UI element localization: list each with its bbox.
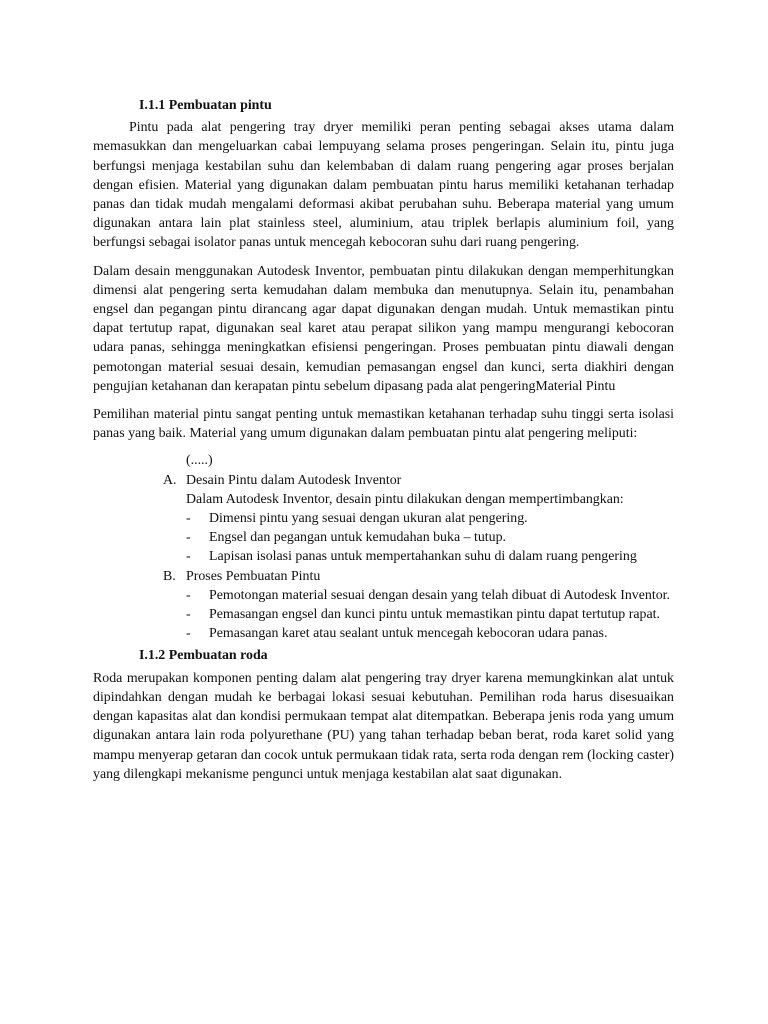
list-item xyxy=(186,547,674,566)
list-item-b xyxy=(163,567,674,644)
dash-marker: - xyxy=(186,511,191,527)
paragraph-material-pintu: Pemilihan material pintu sangat penting untuk memastikan ketahanan terhadap suhu tinggi serta isolasi panas yang baik. Material yang umum digunakan dalam pembuatan pintu alat pengering meliputi: xyxy=(93,407,674,442)
list-intro-a: Dalam Autodesk Inventor, desain pintu dilakukan dengan mempertimbangkan: xyxy=(186,491,624,507)
bullet-list-a xyxy=(186,509,674,567)
dash-marker: - xyxy=(186,607,191,623)
bullet-text: Lapisan isolasi panas untuk mempertahankan suhu di dalam ruang pengering xyxy=(209,549,637,565)
list-title-b: Proses Pembuatan Pintu xyxy=(186,568,321,584)
bullet-text: Pemasangan engsel dan kunci pintu untuk memastikan pintu dapat tertutup rapat. xyxy=(209,607,660,623)
list-body-b xyxy=(186,567,674,644)
bullet-text: Dimensi pintu yang sesuai dengan ukuran alat pengering. xyxy=(209,511,528,527)
list-item xyxy=(186,605,674,624)
list-marker-a: A. xyxy=(163,472,177,488)
dash-marker: - xyxy=(186,626,191,642)
ellipsis-placeholder: (.....) xyxy=(186,453,213,469)
list-marker-b: B. xyxy=(163,568,176,584)
list-item xyxy=(186,528,674,547)
section-heading-roda: I.1.2 Pembuatan roda xyxy=(139,648,268,664)
list-title-a: Desain Pintu dalam Autodesk Inventor xyxy=(186,472,402,488)
section-heading-pintu: I.1.1 Pembuatan pintu xyxy=(139,98,272,113)
list-item xyxy=(186,586,674,605)
dash-marker: - xyxy=(186,530,191,546)
document-content xyxy=(93,96,674,784)
list-item xyxy=(186,509,674,528)
list-item xyxy=(186,624,674,643)
list-body-a xyxy=(186,471,674,567)
dash-marker: - xyxy=(186,549,191,565)
dash-marker: - xyxy=(186,587,191,603)
bullet-text: Pemotongan material sesuai dengan desain yang telah dibuat di Autodesk Inventor. xyxy=(209,587,670,603)
list-item-a xyxy=(163,471,674,567)
bullet-list-b xyxy=(186,586,674,644)
paragraph-intro-pintu: Pintu pada alat pengering tray dryer memiliki peran penting sebagai akses utama dalam memasukkan dan mengeluarkan cabai lempuyang selama proses pengeringan. Selain itu, pintu juga berfungsi menjaga kestabilan suhu dan kelembaban di dalam ruang pengering agar proses berjalan dengan efisien. Material yang digunakan dalam pembuatan pintu harus memiliki ketahanan terhadap panas dan tidak mudah mengalami deformasi akibat perubahan suhu. Beberapa material yang umum digunakan antara lain plat stainless steel, aluminium, atau triplek berlapis aluminium foil, yang berfungsi sebagai isolator panas untuk mencegah kebocoran suhu dari ruang pengering. xyxy=(93,120,674,251)
paragraph-roda: Roda merupakan komponen penting dalam alat pengering tray dryer karena memungkinkan alat untuk dipindahkan dengan mudah ke berbagai lokasi sesuai kebutuhan. Pemilihan roda harus disesuaikan dengan kapasitas alat dan kondisi permukaan tempat alat ditempatkan. Beberapa jenis roda yang umum digunakan antara lain roda polyurethane (PU) yang tahan terhadap beban berat, roda karet solid yang mampu menyerap getaran dan cocok untuk permukaan tidak rata, serta roda dengan rem (locking caster) yang dilengkapi mekanisme pengunci untuk menjaga kestabilan alat saat digunakan. xyxy=(93,670,674,782)
paragraph-desain-pintu: Dalam desain menggunakan Autodesk Inventor, pembuatan pintu dilakukan dengan memperhitungkan dimensi alat pengering serta kemudahan dalam membuka dan menutupnya. Selain itu, penambahan engsel dan pegangan pintu dirancang agar dapat digunakan dengan mudah. Untuk memastikan pintu dapat tertutup rapat, digunakan seal karet atau perapat silikon yang mampu mengurangi kebocoran udara panas, sehingga meningkatkan efisiensi pengeringan. Proses pembuatan pintu diawali dengan pemotongan material sesuai desain, kemudian pemasangan engsel dan kunci, serta diakhiri dengan pengujian ketahanan dan kerapatan pintu sebelum dipasang pada alat pengeringMaterial Pintu xyxy=(93,263,674,394)
bullet-text: Pemasangan karet atau sealant untuk mencegah kebocoran udara panas. xyxy=(209,626,608,642)
bullet-text: Engsel dan pegangan untuk kemudahan buka – tutup. xyxy=(209,530,507,546)
